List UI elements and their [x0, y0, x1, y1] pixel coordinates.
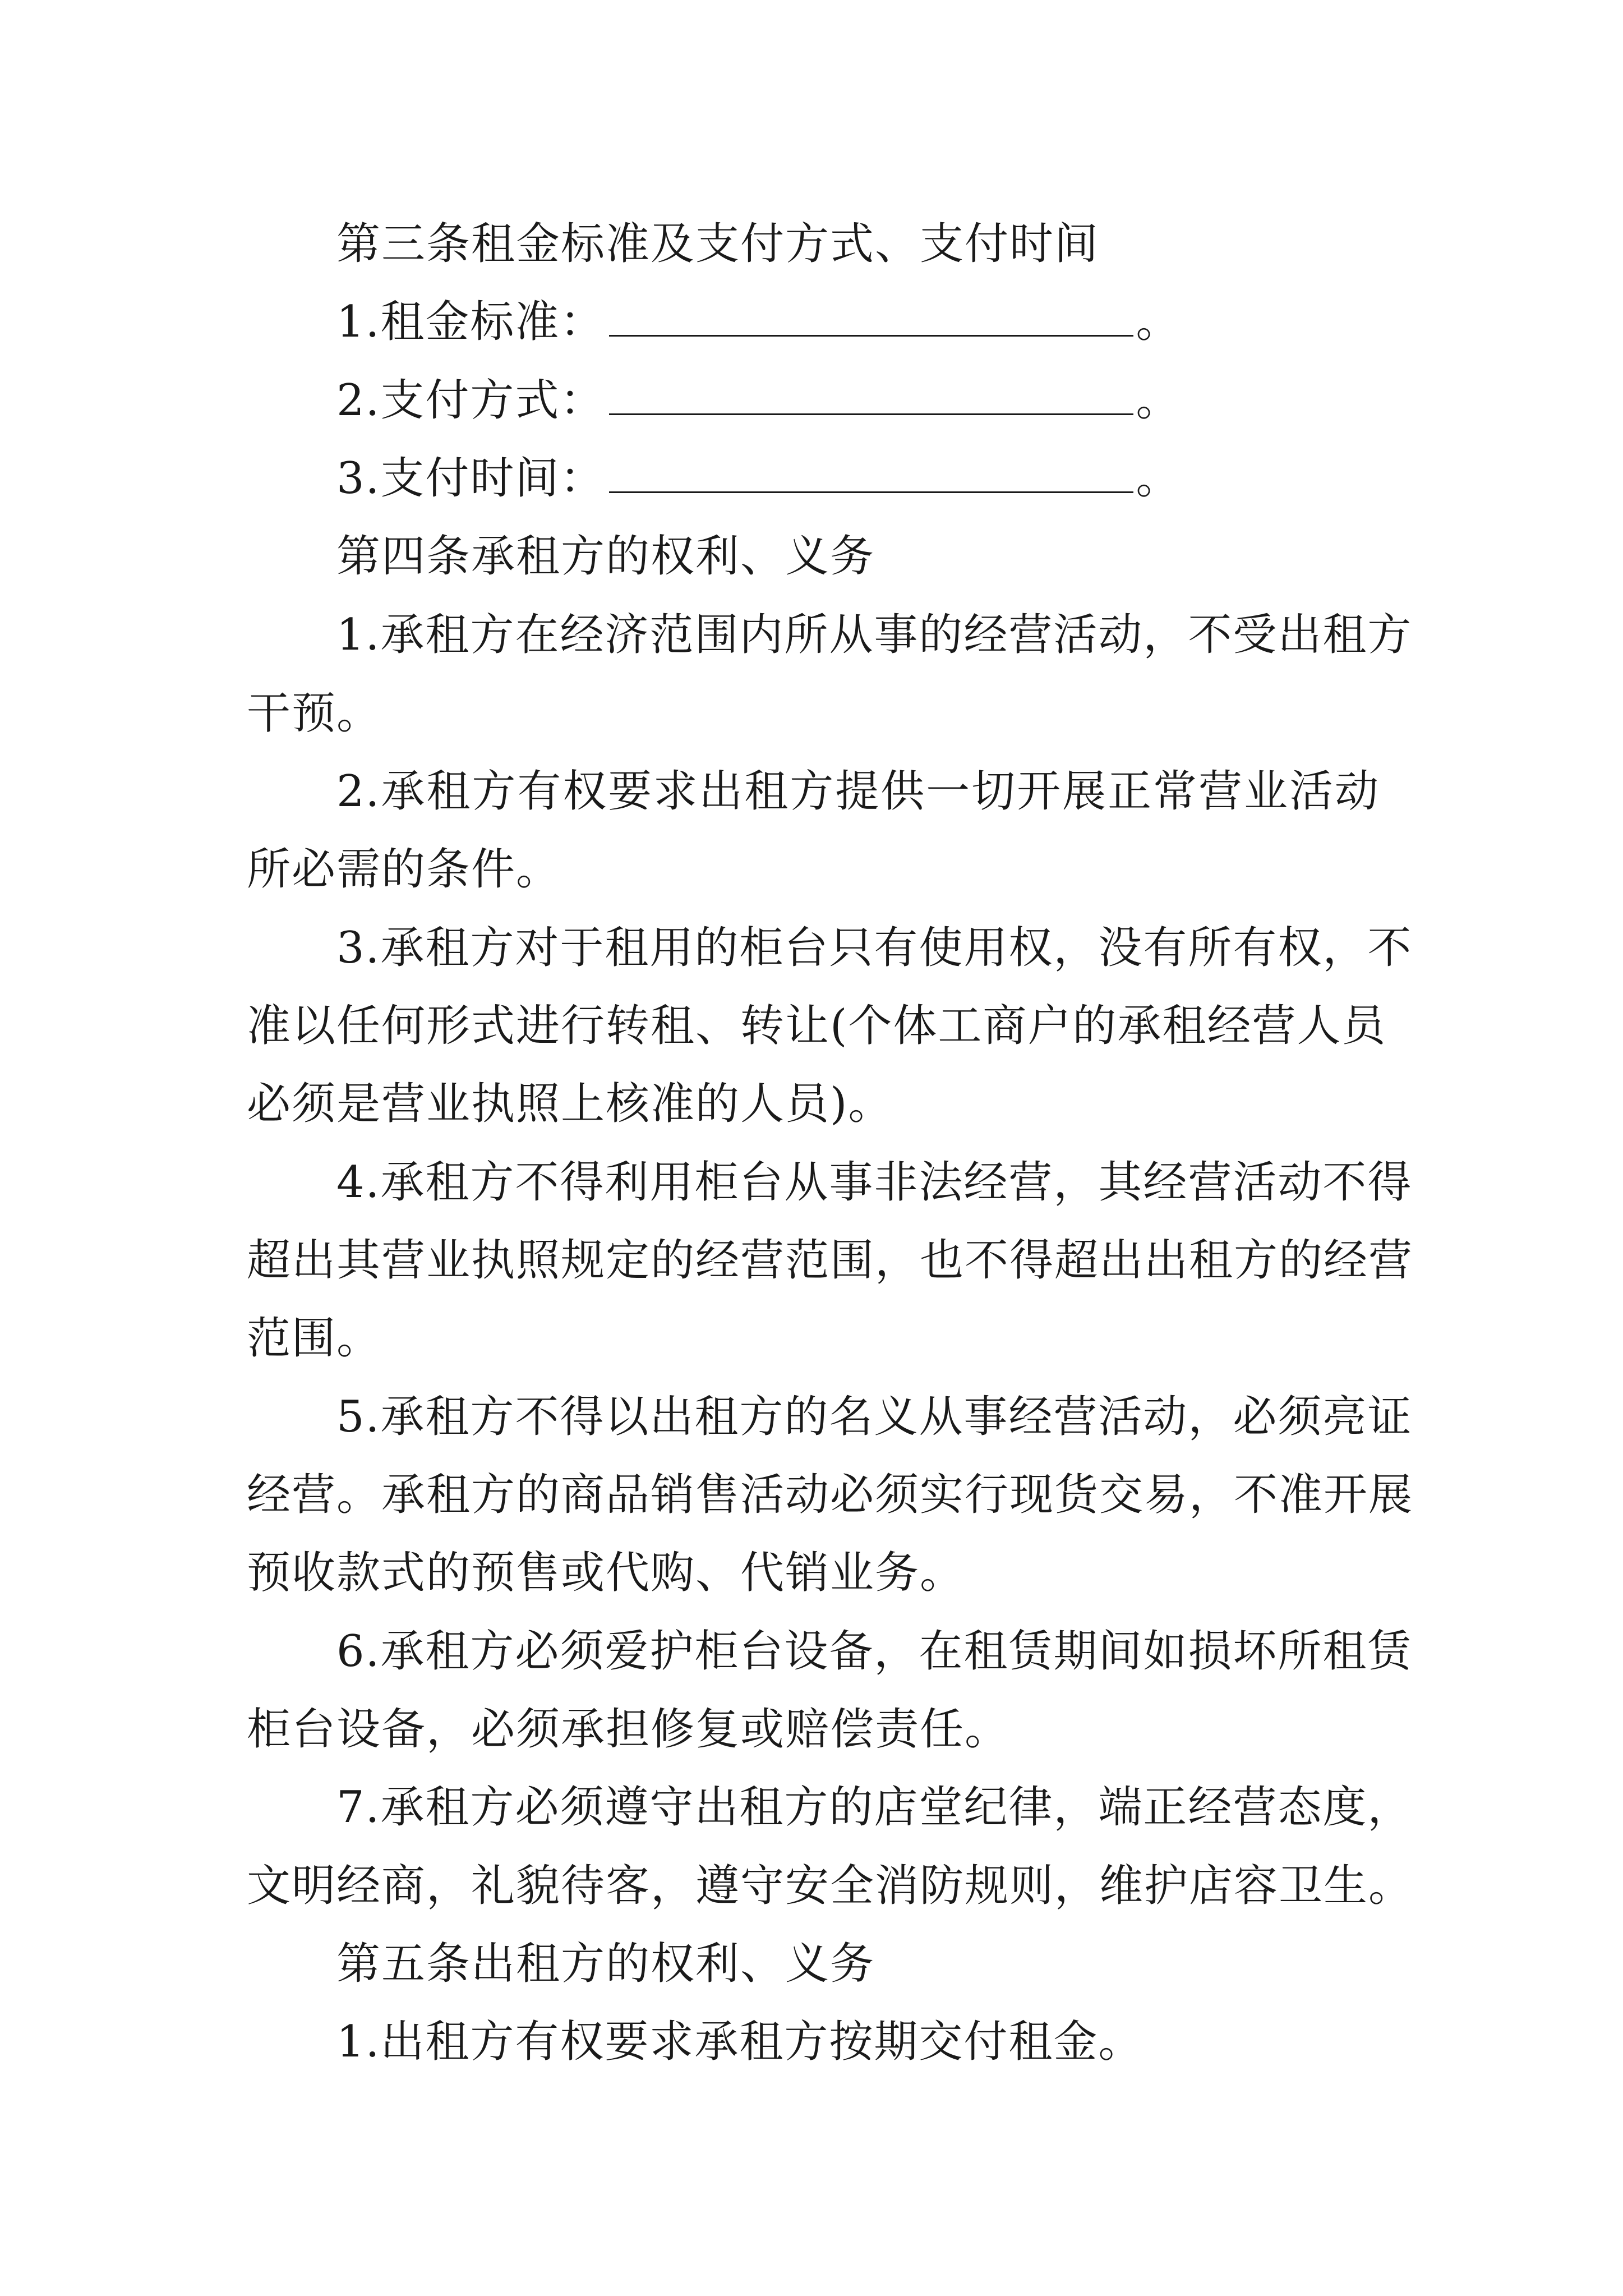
payment-method-item	[336, 372, 1181, 429]
article-4-p4-line-3: 范围。	[247, 1313, 382, 1364]
article-5-p1: 1.出租方有权要求承租方按期交付租金。	[336, 2017, 1144, 2067]
article-4-heading: 第四条承租方的权利、义务	[336, 531, 875, 582]
payment-time-item	[336, 450, 1181, 507]
article-4-p1-line-2: 干预。	[247, 688, 382, 739]
article-4-p5-line-1: 5.承租方不得以出租方的名义从事经营活动，必须亮证	[336, 1392, 1413, 1442]
article-4-p5-line-3: 预收款式的预售或代购、代销业务。	[247, 1548, 965, 1598]
payment-time-period: 。	[1136, 453, 1181, 504]
article-4-p2-line-1: 2.承租方有权要求出租方提供一切开展正常营业活动	[336, 766, 1380, 817]
article-4-p4-line-1: 4.承租方不得利用柜台从事非法经营，其经营活动不得	[336, 1157, 1413, 1208]
article-4-p4-line-2: 超出其营业执照规定的经营范围，也不得超出出租方的经营	[247, 1235, 1414, 1286]
article-4-p7-line-1: 7.承租方必须遵守出租方的店堂纪律，端正经营态度，	[336, 1782, 1413, 1833]
article-4-p7-line-2: 文明经商，礼貌待客，遵守安全消防规则，维护店容卫生。	[247, 1861, 1414, 1911]
rent-standard-blank[interactable]	[609, 296, 1133, 337]
article-4-p6-line-1: 6.承租方必须爱护柜台设备，在租赁期间如损坏所租赁	[336, 1626, 1413, 1677]
article-4-p3-line-2: 准以任何形式进行转租、转让(个体工商户的承租经营人员	[247, 1001, 1387, 1051]
rent-standard-period: 。	[1136, 297, 1181, 347]
payment-time-label: 3.支付时间：	[336, 453, 605, 504]
article-4-p1-line-1: 1.承租方在经济范围内所从事的经营活动，不受出租方	[336, 610, 1413, 660]
article-4-p6-line-2: 柜台设备，必须承担修复或赔偿责任。	[247, 1704, 1010, 1755]
payment-time-blank[interactable]	[609, 452, 1133, 493]
article-4-p2-line-2: 所必需的条件。	[247, 844, 561, 895]
article-5-heading: 第五条出租方的权利、义务	[336, 1939, 875, 1989]
payment-method-label: 2.支付方式：	[336, 375, 605, 426]
payment-method-period: 。	[1136, 375, 1181, 426]
rent-standard-item	[336, 294, 1181, 350]
article-4-p3-line-3: 必须是营业执照上核准的人员)。	[247, 1079, 893, 1129]
article-4-p5-line-2: 经营。承租方的商品销售活动必须实行现货交易，不准开展	[247, 1470, 1414, 1520]
payment-method-blank[interactable]	[609, 374, 1133, 415]
article-4-p3-line-1: 3.承租方对于租用的柜台只有使用权，没有所有权，不	[336, 923, 1413, 973]
rent-standard-label: 1.租金标准：	[336, 297, 605, 347]
article-3-heading: 第三条租金标准及支付方式、支付时间	[336, 219, 1100, 269]
